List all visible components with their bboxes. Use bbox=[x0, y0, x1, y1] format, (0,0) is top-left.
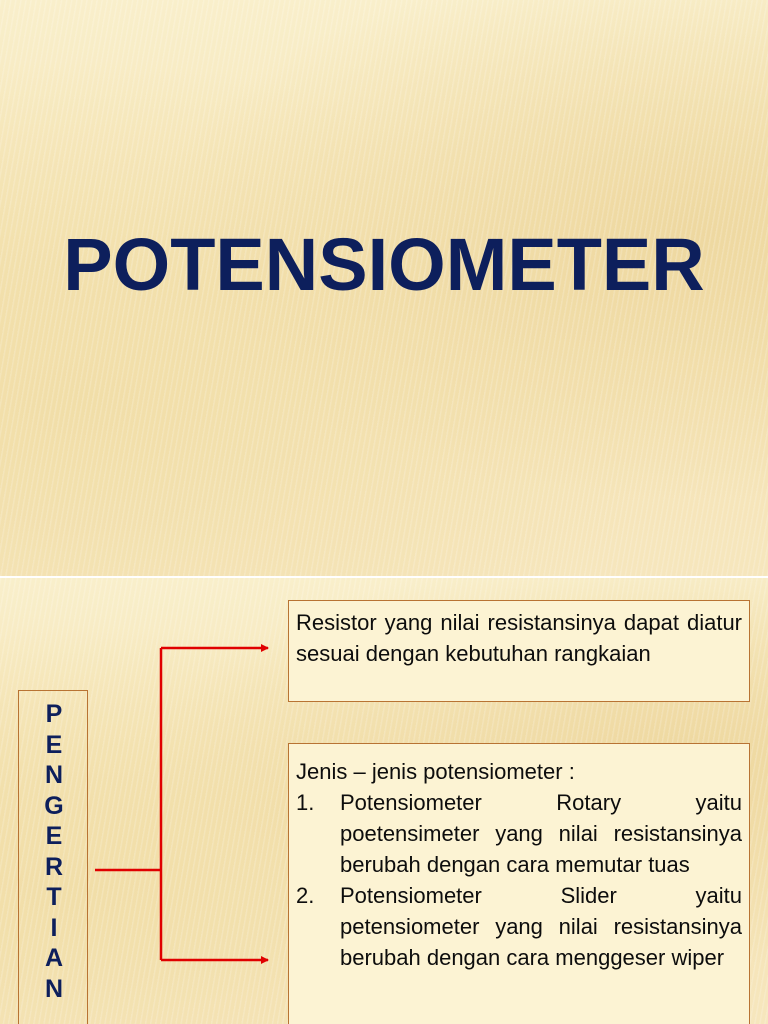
list-item-number: 2. bbox=[296, 883, 315, 908]
definition-text: Resistor yang nilai resistansinya dapat diatur sesuai dengan kebutuhan rangkaian bbox=[296, 610, 742, 666]
definition-box bbox=[288, 600, 750, 702]
types-heading: Jenis – jenis potensiometer : bbox=[296, 759, 575, 784]
list-item bbox=[296, 787, 742, 880]
list-item-number: 1. bbox=[296, 790, 315, 815]
list-item bbox=[296, 880, 742, 973]
list-item-text: Potensiometer Rotary yaitu poetensimeter yang nilai resistansinya berubah dengan cara memutar tuas bbox=[340, 790, 742, 877]
slide-title: POTENSIOMETER bbox=[63, 223, 705, 306]
types-list bbox=[296, 787, 742, 973]
vertical-label: PENGERTIAN bbox=[44, 700, 64, 1003]
types-box bbox=[288, 743, 750, 1024]
content-slide bbox=[0, 578, 768, 1024]
list-item-text: Potensiometer Slider yaitu petensiometer yang nilai resistansinya berubah dengan cara menggeser wiper bbox=[340, 883, 742, 970]
